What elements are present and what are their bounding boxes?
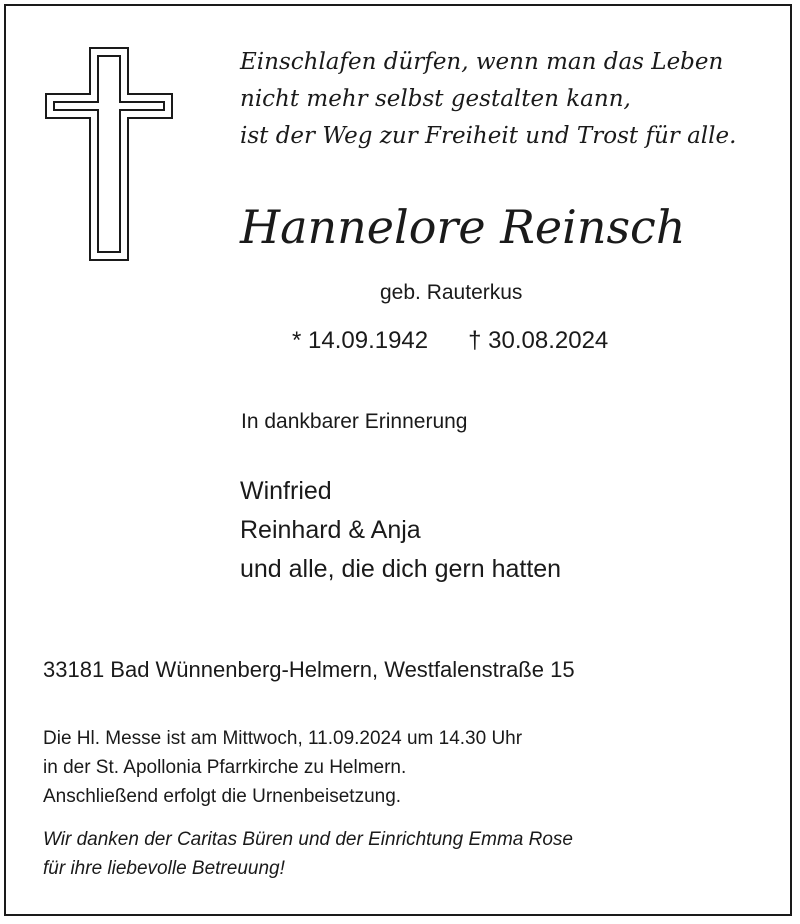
cross-icon <box>44 46 174 262</box>
thanks-note <box>43 825 573 883</box>
address: 33181 Bad Wünnenberg-Helmern, Westfalenstraße 15 <box>43 657 575 682</box>
mourners <box>240 472 561 589</box>
memory-line: In dankbarer Erinnerung <box>241 410 468 433</box>
life-dates <box>292 327 608 355</box>
info-line: Die Hl. Messe ist am Mittwoch, 11.09.2024 um 14.30 Uhr <box>43 728 523 749</box>
mourner-line: Reinhard & Anja <box>240 516 421 544</box>
thanks-line: für ihre liebevolle Betreuung! <box>43 858 285 879</box>
info-line: Anschließend erfolgt die Urnenbeisetzung. <box>43 786 402 807</box>
deceased-name: Hannelore Reinsch <box>240 200 686 254</box>
mourner-line: Winfried <box>240 477 332 505</box>
poem-line: nicht mehr selbst gestalten kann, <box>240 86 631 112</box>
service-info <box>43 724 522 811</box>
thanks-line: Wir danken der Caritas Büren und der Einrichtung Emma Rose <box>43 829 573 850</box>
death-date: † 30.08.2024 <box>468 327 609 354</box>
birth-date: * 14.09.1942 <box>292 327 429 354</box>
poem-line: ist der Weg zur Freiheit und Trost für alle. <box>240 123 737 149</box>
info-line: in der St. Apollonia Pfarrkirche zu Helmern. <box>43 757 407 778</box>
mourner-line: und alle, die dich gern hatten <box>240 555 562 583</box>
poem-line: Einschlafen dürfen, wenn man das Leben <box>240 49 724 75</box>
poem <box>240 44 736 155</box>
birth-name: geb. Rauterkus <box>380 281 523 304</box>
